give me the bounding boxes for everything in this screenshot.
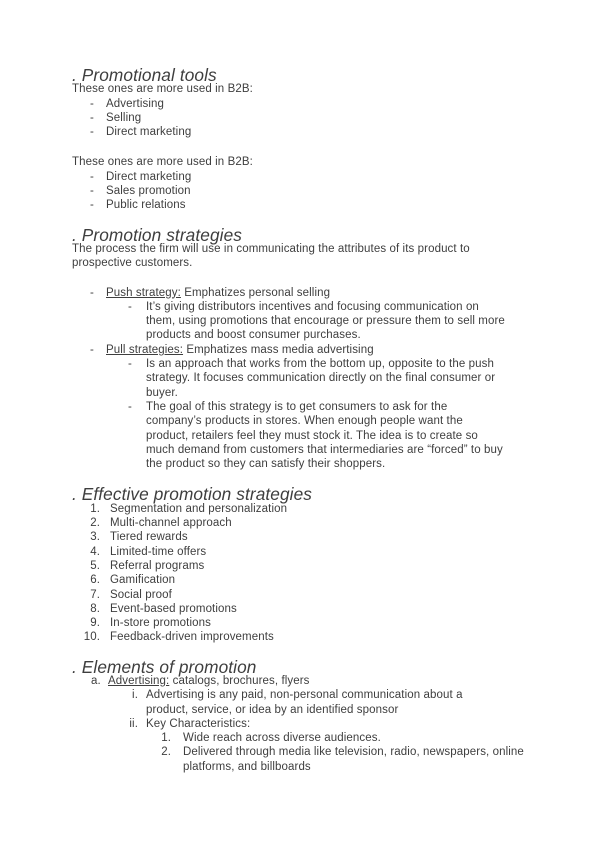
list-marker: 2. (161, 746, 171, 759)
intro-text: The process the firm will use in communicating the attributes of its product to prospective customers. (72, 242, 470, 270)
section-elements-of-promotion (72, 656, 524, 774)
list-item-text: Event-based promotions (110, 602, 237, 615)
intro-text: These ones are more used in B2B: (72, 83, 253, 96)
list-marker: 10. (83, 631, 100, 644)
list-subitem (72, 357, 524, 400)
list-marker: - (90, 97, 94, 110)
term-description: Emphatizes mass media advertising (183, 343, 374, 356)
section-b2b-list-2 (72, 155, 524, 212)
section-effective-promotion-strategies (72, 484, 524, 644)
list-item-text: Delivered through media like television, radio, newspapers, online platforms, and billboards (183, 746, 524, 773)
list-subitem (72, 300, 524, 343)
list-marker: ii. (129, 717, 138, 730)
list-item-text: Feedback-driven improvements (110, 631, 274, 644)
list-marker: - (90, 170, 94, 183)
list-item-text: Limited-time offers (110, 545, 207, 558)
list-marker: - (128, 400, 132, 413)
nested-numbered-item (72, 731, 524, 745)
section-promotional-tools (72, 65, 524, 139)
term-description: Emphatizes personal selling (180, 286, 331, 299)
list-marker: - (90, 343, 94, 356)
section-heading: . Effective promotion strategies (72, 484, 313, 505)
list-marker: 6. (90, 574, 100, 587)
list-marker: 4. (90, 545, 100, 558)
nested-numbered-item (72, 745, 524, 774)
list-item (72, 125, 524, 139)
list-marker: 5. (90, 559, 100, 572)
list-item-text: Segmentation and personalization (110, 502, 288, 515)
list-marker: - (90, 286, 94, 299)
list-item-text: It’s giving distributors incentives and focusing communication on them, using promotions that encourage or pressure them to sell more products and boost consumer purchases. (146, 300, 505, 342)
list-item-text: Public relations (106, 199, 186, 212)
numbered-item (72, 616, 524, 630)
list-marker: 1. (161, 732, 171, 745)
list-item-text: Wide reach across diverse audiences. (183, 732, 381, 745)
list-item-pull-strategies (72, 343, 524, 357)
numbered-item (72, 559, 524, 573)
list-item-text (108, 674, 310, 688)
strategy-list (72, 286, 524, 472)
list-subitem (72, 400, 524, 471)
list-marker: 2. (90, 517, 100, 530)
list-item-text: Referral programs (110, 559, 205, 572)
numbered-item (72, 530, 524, 544)
numbered-item (72, 516, 524, 530)
list-item-text (106, 286, 330, 300)
list-item-push-strategy (72, 286, 524, 300)
list-marker: - (128, 358, 132, 371)
list-marker: - (90, 199, 94, 212)
section-heading: . Promotional tools (72, 65, 217, 85)
list-item-text: Gamification (110, 574, 176, 587)
term-description: catalogs, brochures, flyers (169, 674, 310, 687)
list-marker: - (128, 300, 132, 313)
list-item-text: In-store promotions (110, 617, 211, 630)
list-marker: 9. (90, 617, 100, 630)
list-item-text: Advertising (106, 97, 164, 110)
section-heading: . Promotion strategies (72, 224, 242, 245)
roman-item (72, 717, 524, 731)
list-item (72, 184, 524, 198)
list-item-text: Sales promotion (106, 185, 191, 198)
numbered-item (72, 545, 524, 559)
list-marker: - (90, 111, 94, 124)
numbered-item (72, 602, 524, 616)
list-marker: i. (132, 689, 138, 702)
list-item-text: Key Characteristics: (146, 717, 251, 730)
term-underlined: Push strategy: (106, 286, 181, 299)
list-item (72, 170, 524, 184)
list-marker: 3. (90, 531, 100, 544)
list-marker: 7. (90, 588, 100, 601)
numbered-item (72, 573, 524, 587)
list-item-text (106, 343, 374, 357)
list-marker: 1. (90, 502, 100, 515)
numbered-item (72, 588, 524, 602)
list-item-text: Advertising is any paid, non-personal communication about a product, service, or idea by an identified sponsor (146, 689, 463, 716)
list-item-text: Tiered rewards (110, 531, 188, 544)
list-item (72, 111, 524, 125)
list-item-text: The goal of this strategy is to get consumers to ask for the company’s products in stores. When enough people want the product, retailers feel they must stock it. The idea is to create so much demand from customers that intermediaries are “forced” to buy the product so they can satisfy their shoppers. (146, 400, 503, 471)
list-item-text: Multi-channel approach (110, 517, 232, 530)
list-marker: - (90, 185, 94, 198)
term-underlined: Advertising: (108, 674, 170, 687)
numbered-item (72, 630, 524, 644)
list-item-text: Selling (106, 111, 142, 124)
roman-item (72, 688, 524, 717)
term-underlined: Pull strategies: (106, 343, 184, 356)
alpha-item-advertising (72, 674, 524, 688)
list-item (72, 97, 524, 111)
list-marker: a. (91, 674, 101, 687)
intro-text: These ones are more used in B2B: (72, 156, 253, 169)
list-item-text: Is an approach that works from the bottom up, opposite to the push strategy. It focuses communication directly on the final consumer or buyer. (146, 358, 496, 399)
section-heading: . Elements of promotion (72, 656, 257, 677)
list-item-text: Direct marketing (106, 170, 192, 183)
list-item-text: Social proof (110, 588, 172, 601)
list-marker: - (90, 126, 94, 139)
list-item-text: Direct marketing (106, 126, 192, 139)
list-item (72, 198, 524, 212)
section-promotion-strategies (72, 224, 524, 472)
list-marker: 8. (90, 602, 100, 615)
